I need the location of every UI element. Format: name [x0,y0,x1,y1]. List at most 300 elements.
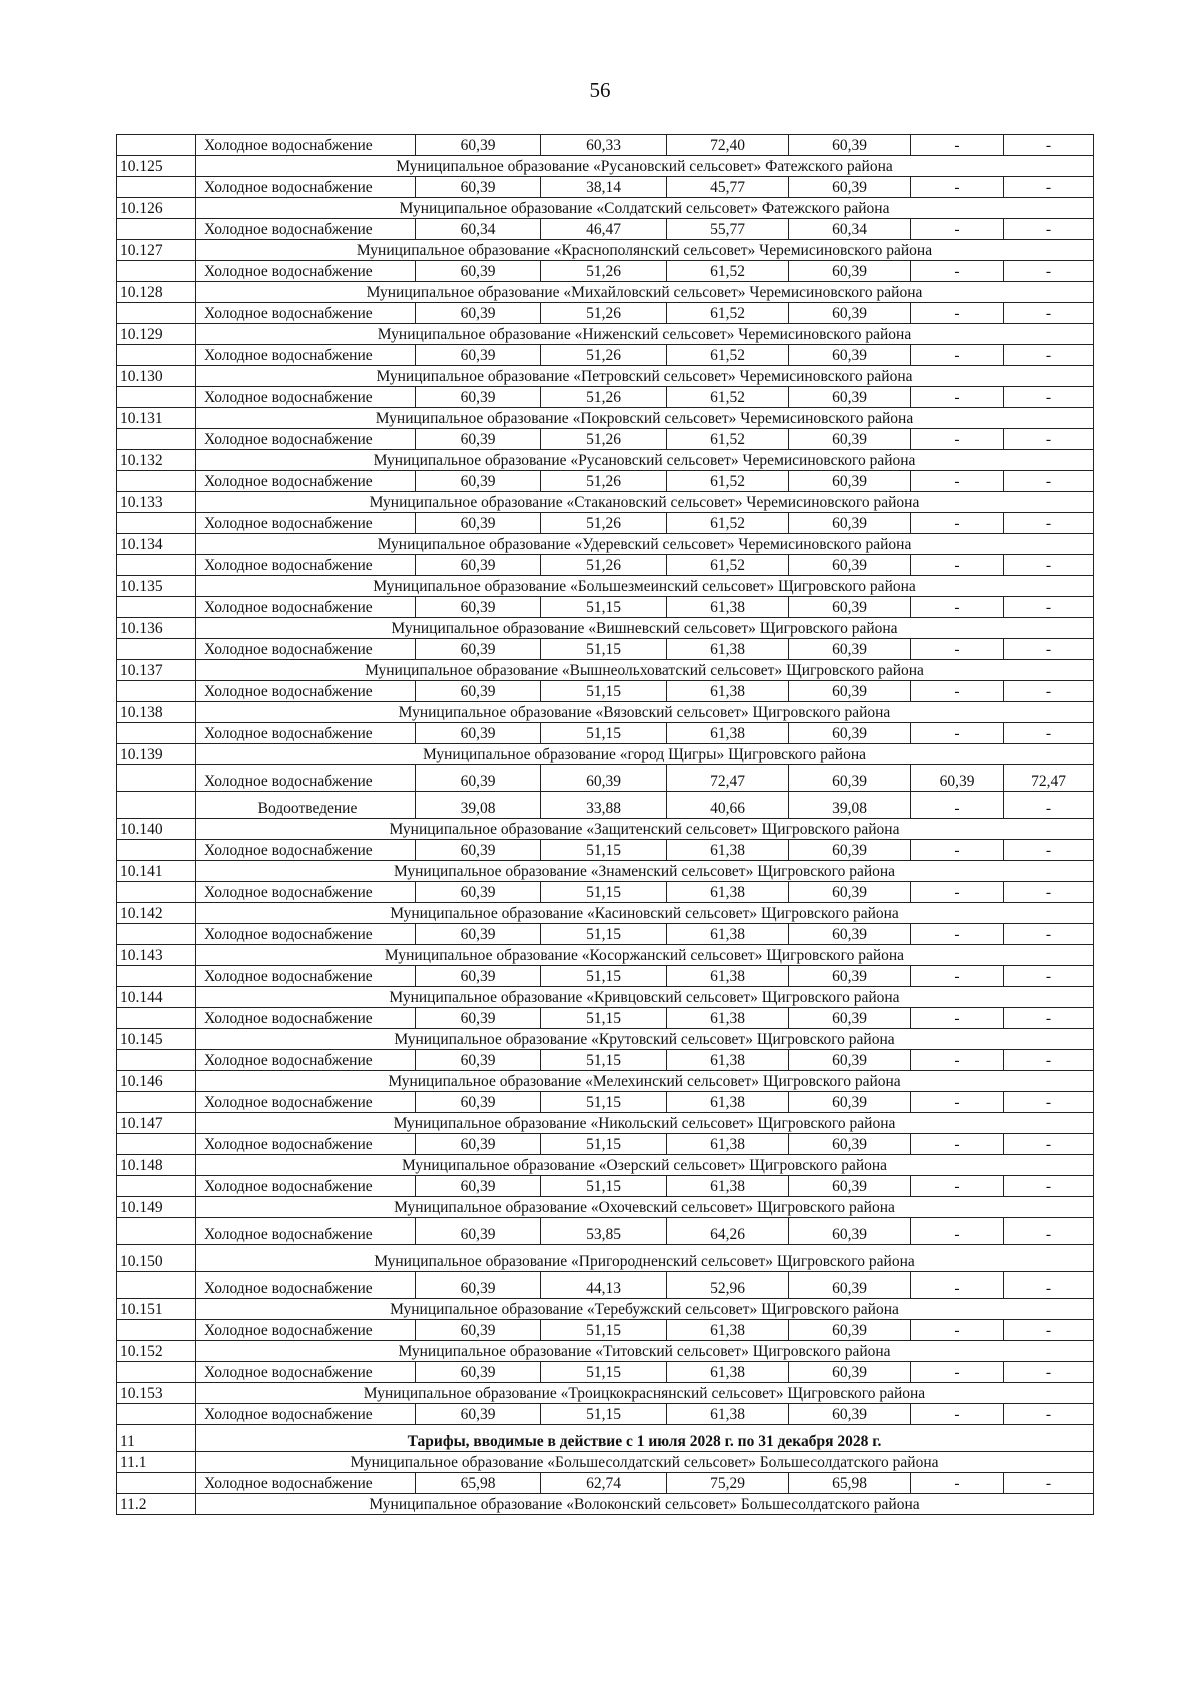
tariff-value: 60,39 [416,723,541,744]
tariff-value: 39,08 [789,792,911,819]
tariff-value: - [1004,219,1094,240]
tariff-value: - [1004,1008,1094,1029]
row-number-cell [117,471,196,492]
tariff-value: 61,52 [667,513,789,534]
tariff-value: 61,38 [667,597,789,618]
row-number-cell [117,966,196,987]
row-number: 10.131 [117,408,196,429]
service-name: Холодное водоснабжение [196,387,416,408]
tariff-value: 45,77 [667,177,789,198]
tariff-value: 60,39 [789,639,911,660]
municipality-row [117,1029,1094,1050]
service-name: Холодное водоснабжение [196,840,416,861]
tariff-value: 60,39 [789,723,911,744]
tariff-value: - [1004,345,1094,366]
row-number-cell [117,1218,196,1245]
row-number-cell [117,1050,196,1071]
tariff-value: 72,47 [667,765,789,792]
tariff-value: 60,39 [416,924,541,945]
tariff-value: 51,15 [541,1092,667,1113]
service-name: Холодное водоснабжение [196,555,416,576]
tariff-value: 61,52 [667,303,789,324]
municipality-name: Муниципальное образование «Теребужский сельсовет» Щигровского района [196,1299,1094,1320]
tariff-service-row [117,1176,1094,1197]
row-number: 10.136 [117,618,196,639]
tariff-value: 61,52 [667,471,789,492]
row-number-cell [117,513,196,534]
tariff-value: 60,39 [416,1134,541,1155]
service-name: Холодное водоснабжение [196,597,416,618]
row-number-cell [117,1404,196,1425]
service-name: Холодное водоснабжение [196,429,416,450]
municipality-name: Муниципальное образование «Крутовский сельсовет» Щигровского района [196,1029,1094,1050]
row-number: 10.132 [117,450,196,471]
municipality-name: Муниципальное образование «Русановский сельсовет» Черемисиновского района [196,450,1094,471]
municipality-row [117,408,1094,429]
tariff-value: 60,39 [416,135,541,156]
row-number-cell [117,219,196,240]
service-name: Холодное водоснабжение [196,471,416,492]
row-number: 10.152 [117,1341,196,1362]
tariff-value: 61,38 [667,723,789,744]
tariff-value: - [911,1404,1004,1425]
row-number-cell [117,345,196,366]
tariff-value: - [1004,966,1094,987]
municipality-row [117,324,1094,345]
tariff-value: 65,98 [789,1473,911,1494]
tariff-value: 51,15 [541,723,667,744]
tariff-value: 60,39 [789,471,911,492]
tariff-value: 51,26 [541,387,667,408]
tariff-service-row [117,639,1094,660]
tariff-value: 51,15 [541,840,667,861]
service-name: Холодное водоснабжение [196,639,416,660]
tariff-value: 61,38 [667,1092,789,1113]
tariff-value: 60,39 [789,681,911,702]
tariff-value: - [1004,303,1094,324]
municipality-name: Муниципальное образование «Большесолдатский сельсовет» Большесолдатского района [196,1452,1094,1473]
row-number-cell [117,429,196,450]
row-number-cell [117,840,196,861]
row-number: 10.146 [117,1071,196,1092]
tariff-value: 65,98 [416,1473,541,1494]
tariff-value: - [911,597,1004,618]
row-number: 10.148 [117,1155,196,1176]
service-name: Холодное водоснабжение [196,1008,416,1029]
tariff-value: 60,39 [789,387,911,408]
municipality-row [117,1383,1094,1404]
row-number: 10.126 [117,198,196,219]
tariff-value: 61,38 [667,1050,789,1071]
tariff-service-row [117,681,1094,702]
tariff-service-row [117,1050,1094,1071]
tariff-value: - [911,513,1004,534]
municipality-row [117,240,1094,261]
tariff-value: - [911,882,1004,903]
tariff-value: - [911,1362,1004,1383]
municipality-row [117,702,1094,723]
municipality-row [117,1341,1094,1362]
row-number-cell [117,924,196,945]
row-number: 10.127 [117,240,196,261]
tariff-value: 61,52 [667,555,789,576]
municipality-row [117,1245,1094,1272]
municipality-row [117,198,1094,219]
tariff-service-row [117,513,1094,534]
tariff-value: - [1004,1134,1094,1155]
municipality-name: Муниципальное образование «Вышнеольховатский сельсовет» Щигровского района [196,660,1094,681]
municipality-row [117,534,1094,555]
tariff-table [116,134,1094,1515]
tariff-value: - [1004,1404,1094,1425]
tariff-value: 60,39 [789,513,911,534]
municipality-name: Муниципальное образование «Покровский сельсовет» Черемисиновского района [196,408,1094,429]
tariff-value: - [1004,1218,1094,1245]
service-name: Холодное водоснабжение [196,723,416,744]
row-number: 10.150 [117,1245,196,1272]
tariff-value: 61,38 [667,966,789,987]
tariff-value: 51,15 [541,1134,667,1155]
tariff-value: 61,38 [667,639,789,660]
row-number-cell [117,1176,196,1197]
tariff-service-row [117,924,1094,945]
tariff-value: - [1004,513,1094,534]
row-number: 10.147 [117,1113,196,1134]
tariff-value: - [911,1008,1004,1029]
tariff-value: 44,13 [541,1272,667,1299]
tariff-value: - [911,345,1004,366]
municipality-row [117,492,1094,513]
tariff-service-row [117,840,1094,861]
row-number: 10.153 [117,1383,196,1404]
row-number: 10.138 [117,702,196,723]
service-name: Холодное водоснабжение [196,1404,416,1425]
tariff-value: 33,88 [541,792,667,819]
tariff-service-row [117,1320,1094,1341]
tariff-value: 60,39 [789,261,911,282]
row-number: 10.145 [117,1029,196,1050]
tariff-service-row [117,1218,1094,1245]
municipality-name: Муниципальное образование «Титовский сельсовет» Щигровского района [196,1341,1094,1362]
tariff-value: 60,39 [911,765,1004,792]
tariff-service-row [117,597,1094,618]
municipality-name: Муниципальное образование «Озерский сельсовет» Щигровского района [196,1155,1094,1176]
row-number-cell [117,1092,196,1113]
tariff-value: 52,96 [667,1272,789,1299]
row-number: 10.135 [117,576,196,597]
tariff-value: - [1004,1176,1094,1197]
tariff-value: 60,39 [416,597,541,618]
tariff-value: 60,39 [789,1320,911,1341]
tariff-service-row [117,1008,1094,1029]
municipality-name: Муниципальное образование «Знаменский сельсовет» Щигровского района [196,861,1094,882]
row-number: 10.139 [117,744,196,765]
tariff-value: 60,39 [789,840,911,861]
tariff-value: 60,39 [789,1092,911,1113]
tariff-value: 60,39 [789,1272,911,1299]
service-name: Холодное водоснабжение [196,1218,416,1245]
tariff-value: - [1004,639,1094,660]
tariff-value: 39,08 [416,792,541,819]
tariff-value: 61,38 [667,681,789,702]
tariff-value: 60,39 [789,1008,911,1029]
tariff-value: 60,39 [789,1176,911,1197]
tariff-value: 51,15 [541,1320,667,1341]
municipality-name: Муниципальное образование «Михайловский сельсовет» Черемисиновского района [196,282,1094,303]
tariff-value: 40,66 [667,792,789,819]
tariff-value: 51,26 [541,261,667,282]
municipality-name: Муниципальное образование «Волоконский сельсовет» Большесолдатского района [196,1494,1094,1515]
service-name: Холодное водоснабжение [196,261,416,282]
service-name: Холодное водоснабжение [196,1473,416,1494]
municipality-row [117,1113,1094,1134]
tariff-value: 61,38 [667,1134,789,1155]
tariff-service-row [117,555,1094,576]
row-number-cell [117,135,196,156]
tariff-value: 61,52 [667,261,789,282]
tariff-value: - [911,555,1004,576]
tariff-value: - [1004,840,1094,861]
tariff-value: 61,38 [667,1362,789,1383]
municipality-name: Муниципальное образование «Ниженский сельсовет» Черемисиновского района [196,324,1094,345]
section-header-row [117,1425,1094,1452]
tariff-value: 61,38 [667,840,789,861]
row-number: 10.128 [117,282,196,303]
tariff-value: - [1004,1050,1094,1071]
tariff-value: 60,39 [789,966,911,987]
row-number: 11 [117,1425,196,1452]
tariff-value: 60,39 [416,882,541,903]
tariff-value: - [911,1320,1004,1341]
tariff-service-row [117,345,1094,366]
tariff-value: - [1004,681,1094,702]
tariff-service-row [117,429,1094,450]
municipality-name: Муниципальное образование «Косоржанский сельсовет» Щигровского района [196,945,1094,966]
service-name: Холодное водоснабжение [196,1092,416,1113]
municipality-row [117,450,1094,471]
tariff-value: 60,39 [789,135,911,156]
service-name: Холодное водоснабжение [196,513,416,534]
municipality-name: Муниципальное образование «Охочевский сельсовет» Щигровского района [196,1197,1094,1218]
tariff-value: 60,39 [416,639,541,660]
row-number-cell [117,555,196,576]
service-name: Холодное водоснабжение [196,765,416,792]
service-name: Холодное водоснабжение [196,177,416,198]
tariff-service-row [117,1362,1094,1383]
row-number: 11.2 [117,1494,196,1515]
tariff-value: - [911,1473,1004,1494]
tariff-value: - [911,261,1004,282]
tariff-service-row [117,387,1094,408]
tariff-value: 51,26 [541,513,667,534]
tariff-value: - [1004,1362,1094,1383]
tariff-value: 61,38 [667,882,789,903]
row-number-cell [117,303,196,324]
tariff-value: - [1004,882,1094,903]
service-name: Холодное водоснабжение [196,966,416,987]
tariff-value: 60,39 [416,1176,541,1197]
tariff-value: 62,74 [541,1473,667,1494]
service-name: Холодное водоснабжение [196,681,416,702]
tariff-value: 61,38 [667,924,789,945]
tariff-value: 60,39 [416,1218,541,1245]
tariff-value: 51,15 [541,1362,667,1383]
tariff-value: 60,39 [789,882,911,903]
tariff-value: - [911,840,1004,861]
municipality-name: Муниципальное образование «Петровский сельсовет» Черемисиновского района [196,366,1094,387]
municipality-row [117,282,1094,303]
row-number-cell [117,1272,196,1299]
tariff-value: 60,39 [416,471,541,492]
tariff-service-row [117,1404,1094,1425]
tariff-value: 64,26 [667,1218,789,1245]
tariff-value: 60,39 [416,1404,541,1425]
tariff-value: 51,26 [541,303,667,324]
municipality-name: Муниципальное образование «Троицкокраснянский сельсовет» Щигровского района [196,1383,1094,1404]
service-name: Холодное водоснабжение [196,1134,416,1155]
tariff-value: 60,39 [416,303,541,324]
tariff-value: - [1004,792,1094,819]
row-number-cell [117,1473,196,1494]
row-number-cell [117,261,196,282]
tariff-value: - [911,1092,1004,1113]
municipality-row [117,660,1094,681]
municipality-row [117,156,1094,177]
tariff-value: - [911,1134,1004,1155]
tariff-value: - [1004,1092,1094,1113]
municipality-row [117,945,1094,966]
tariff-value: - [911,792,1004,819]
tariff-value: - [1004,597,1094,618]
service-name: Холодное водоснабжение [196,345,416,366]
tariff-value: 60,39 [789,1404,911,1425]
tariff-value: - [911,723,1004,744]
tariff-service-row [117,1092,1094,1113]
row-number-cell [117,639,196,660]
tariff-value: 51,26 [541,345,667,366]
municipality-row [117,618,1094,639]
municipality-name: Муниципальное образование «Касиновский сельсовет» Щигровского района [196,903,1094,924]
tariff-value: 60,39 [416,1320,541,1341]
tariff-value: 60,39 [789,597,911,618]
tariff-value: 60,39 [789,555,911,576]
row-number-cell [117,723,196,744]
municipality-row [117,1452,1094,1473]
tariff-value: 72,40 [667,135,789,156]
tariff-value: 51,15 [541,1176,667,1197]
municipality-name: Муниципальное образование «Краснополянский сельсовет» Черемисиновского района [196,240,1094,261]
tariff-value: - [911,1218,1004,1245]
tariff-value: 51,15 [541,1008,667,1029]
tariff-value: 53,85 [541,1218,667,1245]
tariff-value: - [911,1272,1004,1299]
tariff-value: - [911,429,1004,450]
service-name: Холодное водоснабжение [196,882,416,903]
municipality-name: Муниципальное образование «Солдатский сельсовет» Фатежского района [196,198,1094,219]
tariff-service-row [117,792,1094,819]
tariff-value: - [911,471,1004,492]
municipality-name: Муниципальное образование «Пригородненский сельсовет» Щигровского района [196,1245,1094,1272]
tariff-value: 60,39 [416,387,541,408]
tariff-value: 60,39 [789,303,911,324]
tariff-value: 60,39 [789,429,911,450]
tariff-value: 61,38 [667,1320,789,1341]
tariff-value: 60,39 [789,1050,911,1071]
tariff-value: 60,39 [416,1050,541,1071]
tariff-value: 75,29 [667,1473,789,1494]
tariff-value: 51,15 [541,924,667,945]
tariff-value: 38,14 [541,177,667,198]
tariff-value: 55,77 [667,219,789,240]
municipality-name: Муниципальное образование «Мелехинский сельсовет» Щигровского района [196,1071,1094,1092]
tariff-value: 61,38 [667,1008,789,1029]
tariff-value: - [1004,1320,1094,1341]
tariff-value: 51,26 [541,471,667,492]
service-name: Холодное водоснабжение [196,924,416,945]
municipality-name: Муниципальное образование «Стакановский сельсовет» Черемисиновского района [196,492,1094,513]
tariff-value: 60,39 [416,429,541,450]
row-number-cell [117,1134,196,1155]
tariff-value: 60,39 [789,1218,911,1245]
tariff-value: 51,15 [541,1404,667,1425]
tariff-value: 46,47 [541,219,667,240]
tariff-value: - [1004,555,1094,576]
municipality-row [117,576,1094,597]
row-number: 10.134 [117,534,196,555]
tariff-value: 60,39 [416,1092,541,1113]
tariff-value: 61,52 [667,387,789,408]
service-name: Холодное водоснабжение [196,303,416,324]
tariff-value: 60,39 [416,513,541,534]
tariff-value: 51,15 [541,966,667,987]
tariff-value: - [911,1050,1004,1071]
tariff-value: - [1004,429,1094,450]
row-number: 10.143 [117,945,196,966]
municipality-name: Муниципальное образование «Кривцовский сельсовет» Щигровского района [196,987,1094,1008]
tariff-service-row [117,135,1094,156]
tariff-value: - [911,966,1004,987]
tariff-value: 61,52 [667,345,789,366]
row-number: 10.151 [117,1299,196,1320]
tariff-service-row [117,471,1094,492]
tariff-value: 60,39 [789,1134,911,1155]
municipality-row [117,1494,1094,1515]
tariff-service-row [117,723,1094,744]
tariff-value: 51,15 [541,681,667,702]
tariff-service-row [117,1134,1094,1155]
municipality-row [117,1155,1094,1176]
municipality-name: Муниципальное образование «Удеревский сельсовет» Черемисиновского района [196,534,1094,555]
tariff-value: 72,47 [1004,765,1094,792]
tariff-value: - [911,387,1004,408]
tariff-value: 60,39 [416,177,541,198]
row-number-cell [117,1320,196,1341]
tariff-value: 60,39 [789,177,911,198]
tariff-value: 60,34 [416,219,541,240]
tariff-service-row [117,261,1094,282]
row-number: 10.144 [117,987,196,1008]
tariff-service-row [117,765,1094,792]
tariff-value: 51,26 [541,429,667,450]
service-name: Холодное водоснабжение [196,135,416,156]
row-number-cell [117,765,196,792]
municipality-row [117,987,1094,1008]
municipality-name: Муниципальное образование «Большезмеинский сельсовет» Щигровского района [196,576,1094,597]
tariff-value: 51,15 [541,597,667,618]
tariff-value: 60,39 [416,1272,541,1299]
municipality-row [117,1299,1094,1320]
tariff-value: - [911,1176,1004,1197]
